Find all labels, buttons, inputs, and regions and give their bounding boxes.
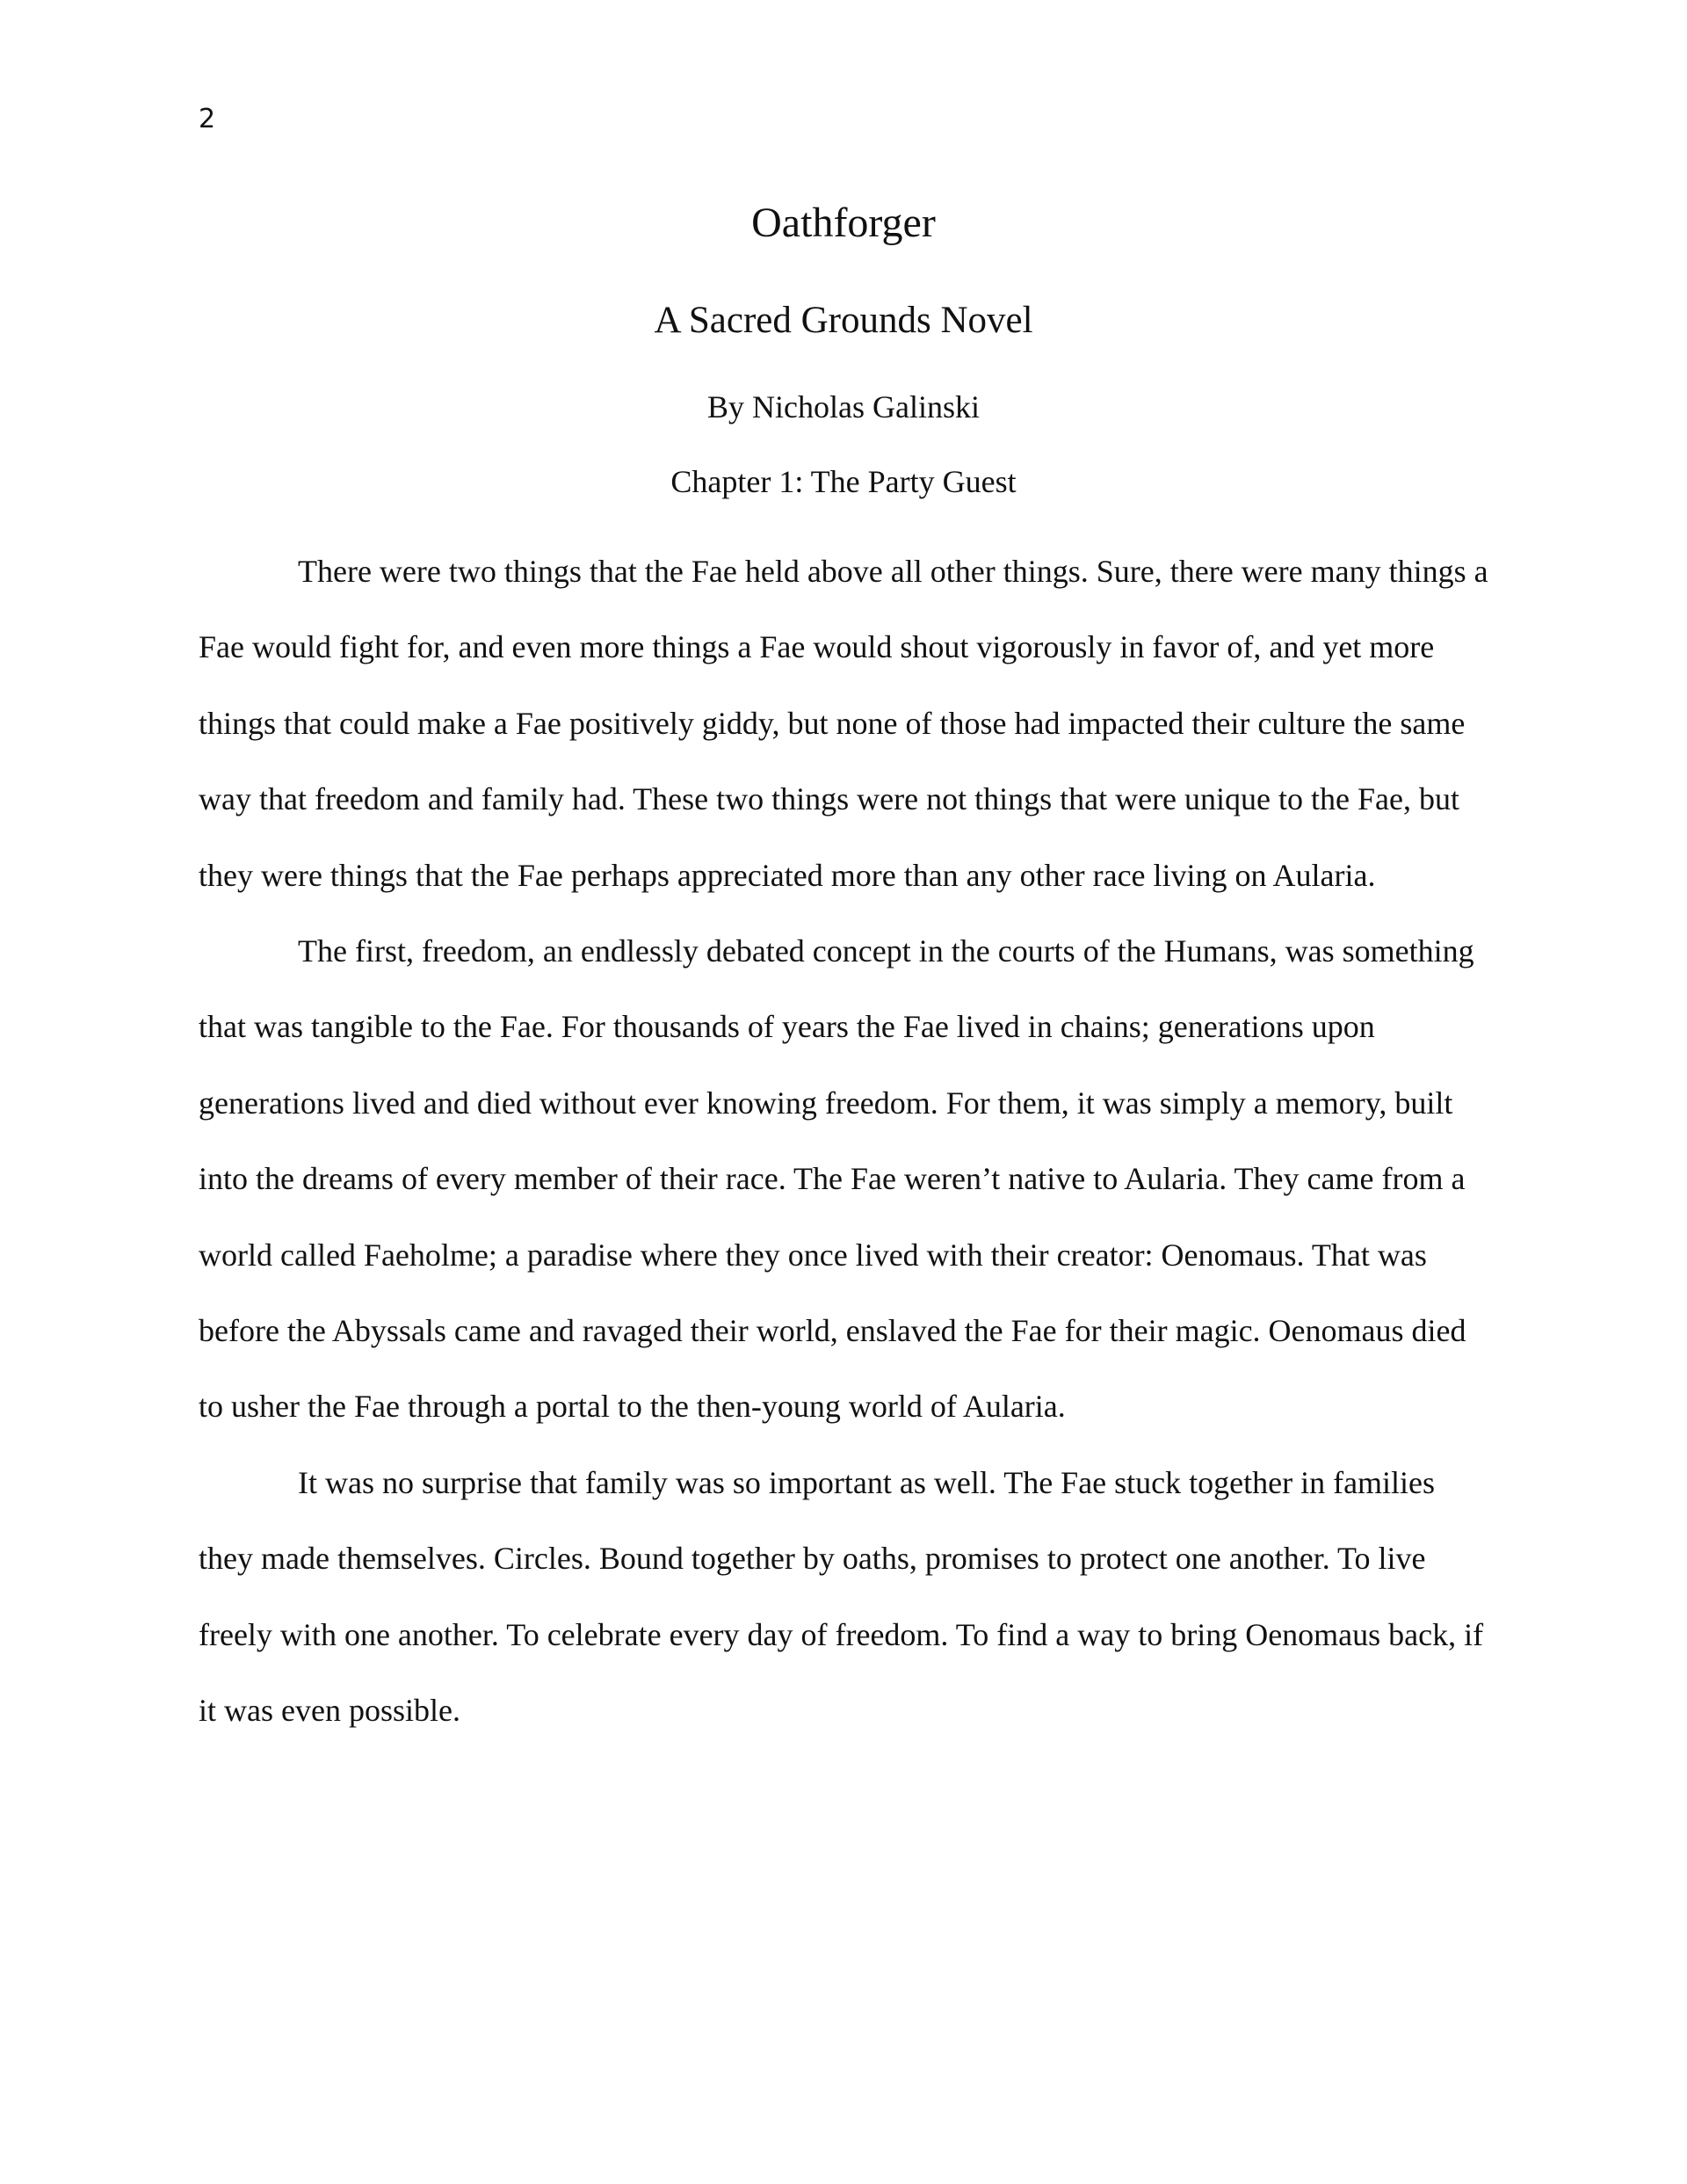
paragraph: It was no surprise that family was so important as well. The Fae stuck together in families they made themselves. Circles. Bound together by oaths, promises to protect one another. To live freely with one another. To celebrate every day of freedom. To find a way to bring Oenomaus back, if it was even possible. [199,1464,1484,1729]
chapter-body [199,533,1488,1749]
page-number: 2 [199,104,216,134]
paragraph: There were two things that the Fae held above all other things. Sure, there were many things a Fae would fight for, and even more things a Fae would shout vigorously in favor of, and yet more things that could make a Fae positively giddy, but none of those had impacted their culture the same way that freedom and family had. These two things were not things that were unique to the Fae, but they were things that the Fae perhaps appreciated more than any other race living on Aularia. [199,554,1488,893]
chapter-heading: Chapter 1: The Party Guest [670,464,1017,499]
book-subtitle: A Sacred Grounds Novel [654,300,1033,341]
paragraph: The first, freedom, an endlessly debated concept in the courts of the Humans, was something that was tangible to the Fae. For thousands of years the Fae lived in chains; generations upon generations lived and died without ever knowing freedom. For them, it was simply a memory, built into the dreams of every member of their race. The Fae weren’t native to Aularia. They came from a world called Faeholme; a paradise where they once lived with their creator: Oenomaus. That was before the Abyssals came and ravaged their world, enslaved the Fae for their magic. Oenomaus died to usher the Fae through a portal to the then-young world of Aularia. [199,933,1474,1425]
book-title: Oathforger [751,200,936,246]
author-byline: By Nicholas Galinski [707,389,980,424]
